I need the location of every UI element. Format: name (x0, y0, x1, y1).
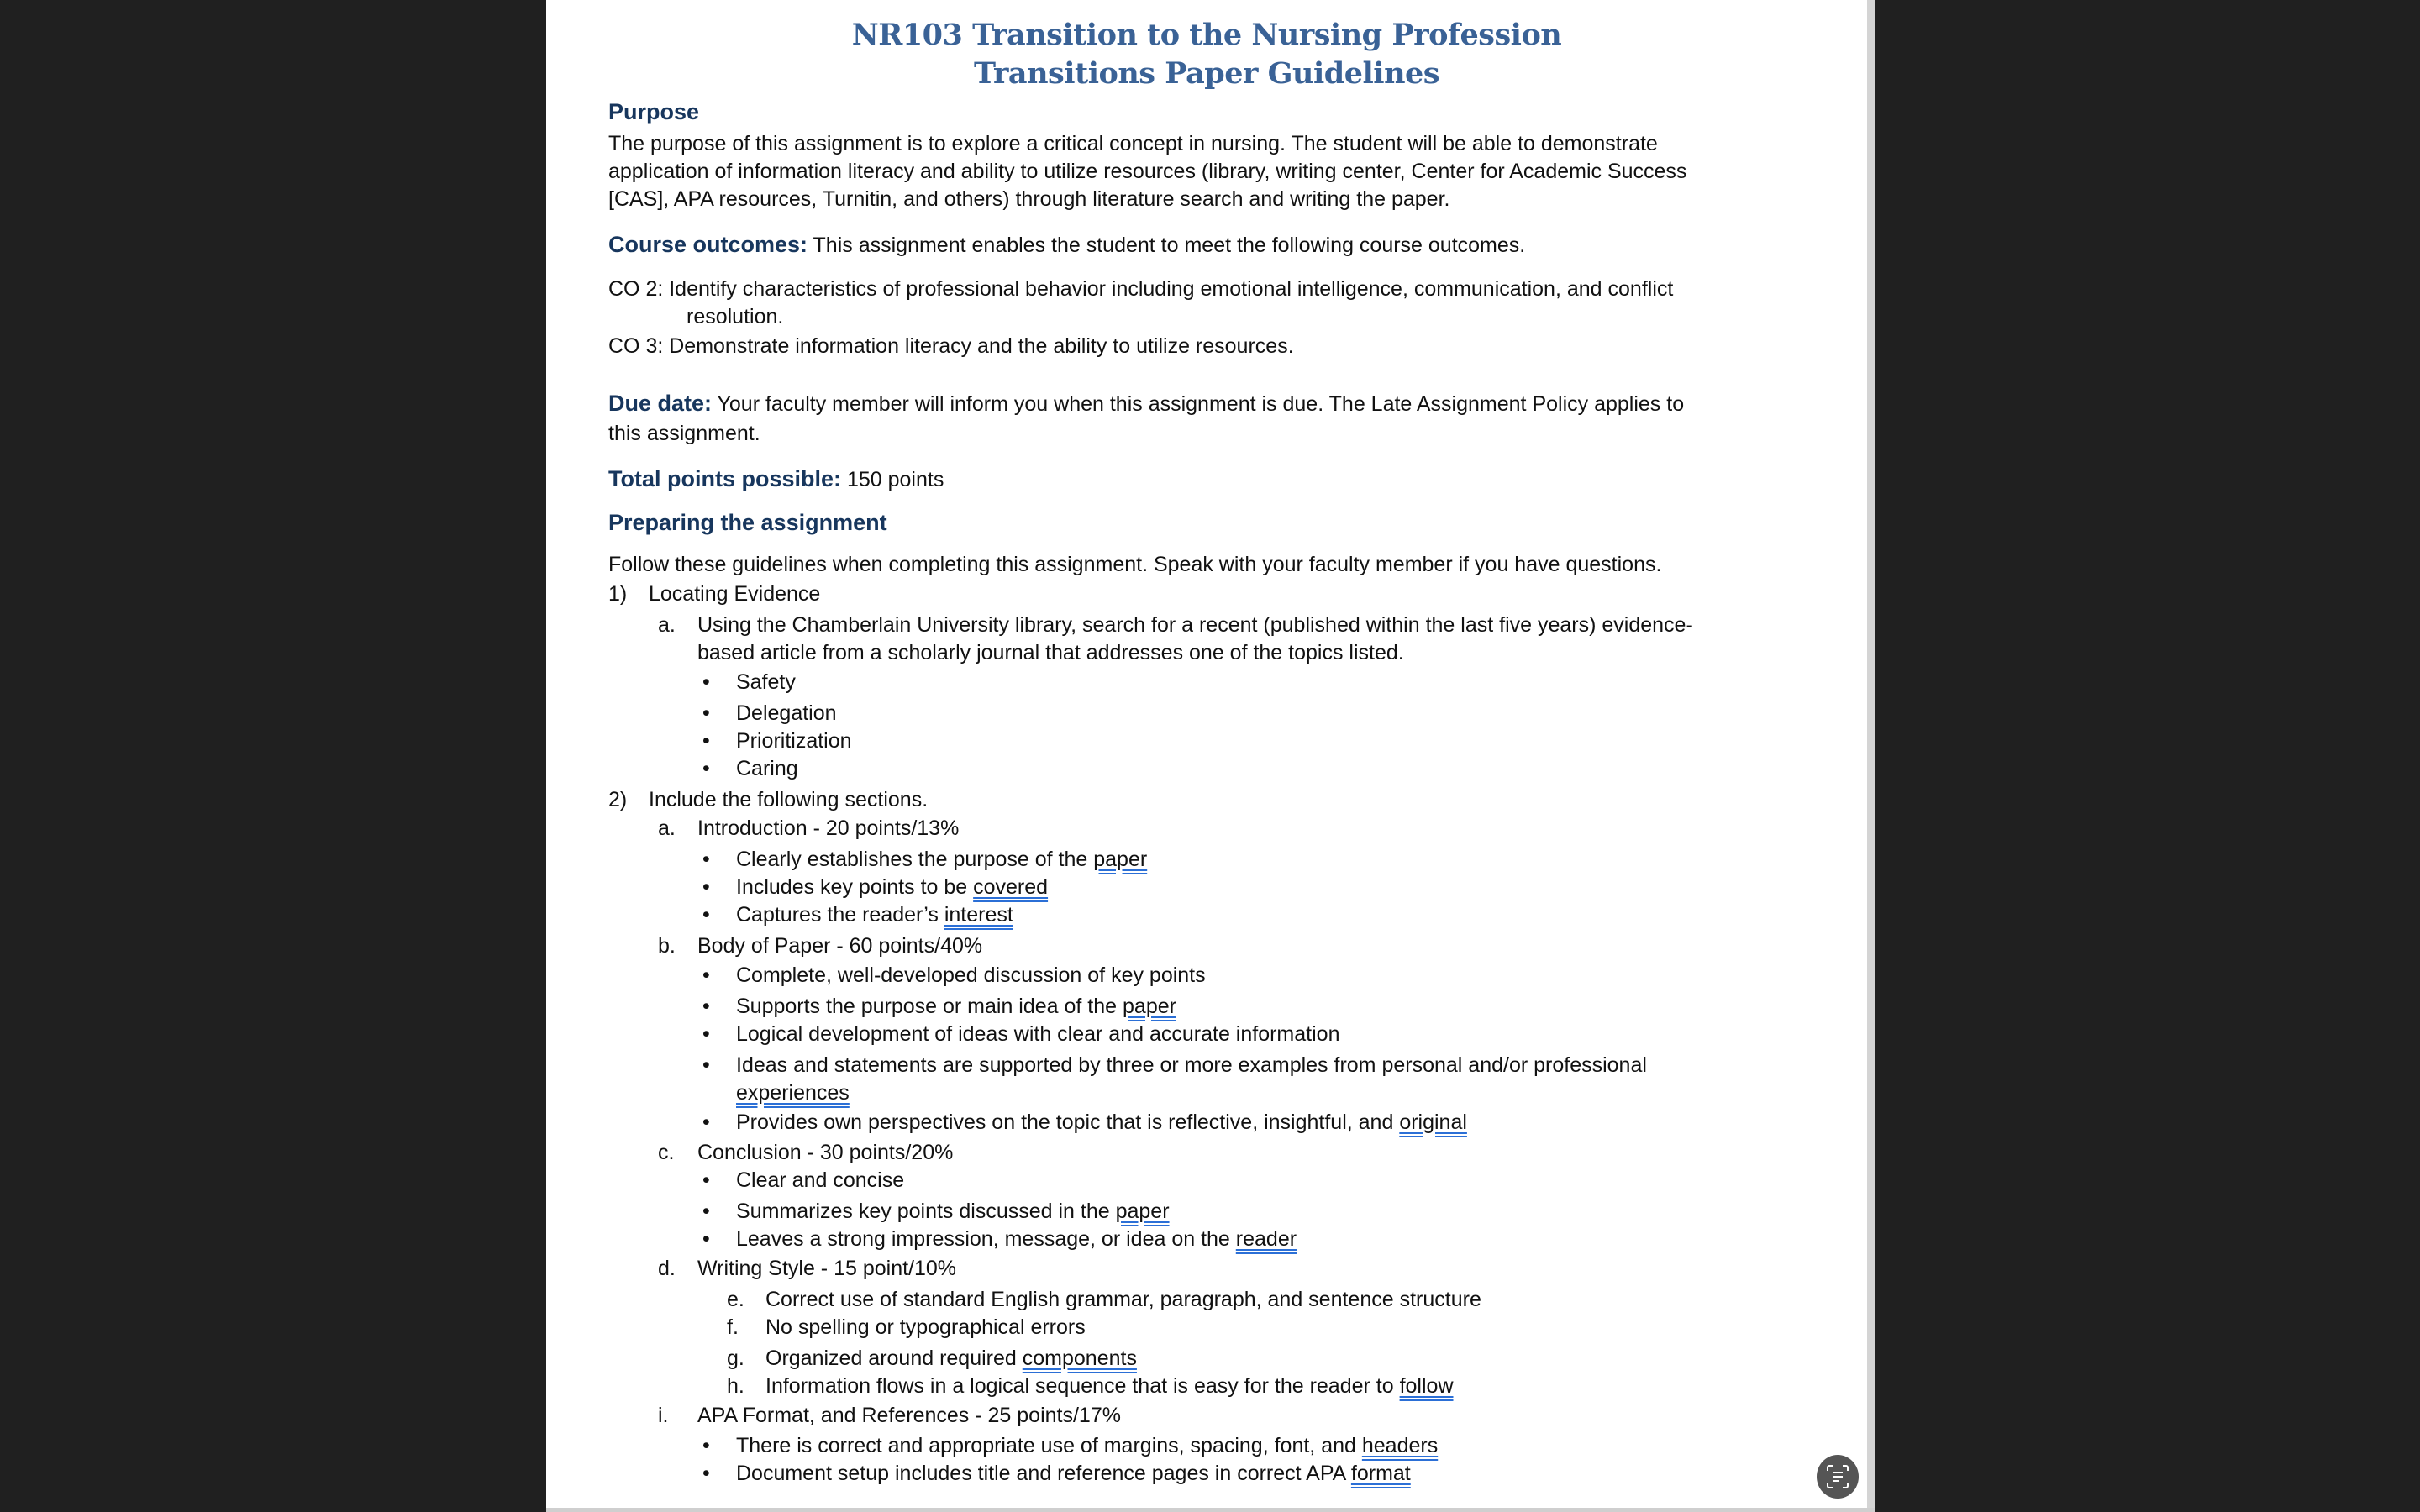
criteria-item: Ideas and statements are supported by three or more examples from personal and/or professional (736, 1053, 1647, 1077)
criteria-item (736, 1225, 1297, 1253)
topic-item: Safety (736, 670, 796, 694)
bullet-icon: • (702, 1200, 710, 1223)
criteria-text: Leaves a strong impression, message, or idea on the (736, 1227, 1236, 1251)
purpose-line: application of information literacy and ability to utilize resources (library, writing center, Center for Academic Success (608, 160, 1687, 183)
bullet-icon: • (702, 1110, 710, 1134)
criteria-text: Supports the purpose or main idea of the (736, 995, 1123, 1018)
bullet-icon: • (702, 963, 710, 987)
bullet-icon: • (702, 757, 710, 780)
vertical-scrollbar[interactable] (1867, 0, 1876, 1512)
spellcheck-word[interactable]: interest (944, 903, 1013, 927)
criteria-item (736, 1459, 1411, 1488)
spellcheck-word[interactable]: experiences (736, 1081, 850, 1105)
criteria-item (765, 1344, 1137, 1373)
co2-text-cont: resolution. (687, 305, 784, 328)
preparing-heading: Preparing the assignment (608, 510, 887, 535)
spellcheck-word[interactable]: paper (1093, 848, 1148, 871)
bullet-icon: • (702, 1168, 710, 1192)
criteria-item: Complete, well-developed discussion of key points (736, 963, 1206, 987)
document-subtitle: Transitions Paper Guidelines (973, 56, 1439, 91)
step-1a-text-cont: based article from a scholarly journal that addresses one of the topics listed. (697, 641, 1404, 664)
section-marker: c. (658, 1141, 675, 1164)
criteria-text: Provides own perspectives on the topic that is reflective, insightful, and (736, 1110, 1400, 1134)
scan-text-button[interactable] (1817, 1455, 1859, 1499)
due-date-text-cont: this assignment. (608, 422, 760, 445)
bullet-icon: • (702, 1227, 710, 1251)
topic-item: Caring (736, 757, 798, 780)
spellcheck-word[interactable]: components (1022, 1347, 1137, 1370)
section-apa: APA Format, and References - 25 points/17% (697, 1404, 1121, 1427)
criteria-item (736, 1197, 1170, 1226)
criteria-item (765, 1372, 1454, 1400)
course-outcomes-heading: Course outcomes: (608, 232, 808, 257)
due-date-heading: Due date: (608, 391, 713, 416)
total-points (608, 465, 944, 494)
horizontal-scrollbar[interactable] (546, 1508, 1876, 1512)
spellcheck-word[interactable]: follow (1399, 1374, 1454, 1398)
total-points-value: 150 points (841, 468, 944, 491)
bullet-icon: • (702, 875, 710, 899)
section-introduction: Introduction - 20 points/13% (697, 816, 960, 840)
criteria-text: There is correct and appropriate use of margins, spacing, font, and (736, 1434, 1362, 1457)
criteria-text: Information flows in a logical sequence that is easy for the reader to (765, 1374, 1400, 1398)
section-conclusion: Conclusion - 30 points/20% (697, 1141, 954, 1164)
document-title: NR103 Transition to the Nursing Profession (851, 18, 1562, 52)
section-writing-style: Writing Style - 15 point/10% (697, 1257, 957, 1280)
course-outcomes-text: This assignment enables the student to meet the following course outcomes. (808, 234, 1526, 257)
item-marker: g. (727, 1347, 744, 1370)
bullet-icon: • (702, 701, 710, 725)
bullet-icon: • (702, 848, 710, 871)
topic-item: Prioritization (736, 729, 852, 753)
due-date-text: Your faculty member will inform you when this assignment is due. The Late Assignment Policy applies to (712, 392, 1685, 416)
criteria-item: Logical development of ideas with clear and accurate information (736, 1022, 1340, 1046)
bullet-icon: • (702, 729, 710, 753)
step-2-number: 2) (608, 788, 628, 811)
bullet-icon: • (702, 1053, 710, 1077)
bullet-icon: • (702, 995, 710, 1018)
step-1-label: Locating Evidence (649, 582, 821, 606)
bullet-icon: • (702, 1434, 710, 1457)
topic-item: Delegation (736, 701, 837, 725)
total-points-heading: Total points possible: (608, 466, 842, 491)
bullet-icon: • (702, 1462, 710, 1485)
step-1a-text: Using the Chamberlain University library, search for a recent (published within the last five years) evidence- (697, 613, 1693, 637)
criteria-item: Clear and concise (736, 1168, 905, 1192)
bullet-icon: • (702, 670, 710, 694)
section-marker: b. (658, 934, 676, 958)
purpose-line: The purpose of this assignment is to explore a critical concept in nursing. The student will be able to demonstrate (608, 132, 1658, 155)
criteria-item (736, 1108, 1467, 1137)
bullet-icon: • (702, 1022, 710, 1046)
criteria-text: Captures the reader’s (736, 903, 944, 927)
step-2-label: Include the following sections. (649, 788, 929, 811)
step-1-number: 1) (608, 582, 628, 606)
section-marker: d. (658, 1257, 676, 1280)
criteria-item (736, 1431, 1438, 1460)
step-1a-marker: a. (658, 613, 676, 637)
item-marker: e. (727, 1288, 744, 1311)
criteria-item: No spelling or typographical errors (765, 1315, 1086, 1339)
criteria-text: Includes key points to be (736, 875, 974, 899)
bullet-icon: • (702, 903, 710, 927)
item-marker: h. (727, 1374, 744, 1398)
spellcheck-word[interactable]: headers (1361, 1434, 1439, 1457)
criteria-item (736, 845, 1147, 874)
criteria-item (736, 992, 1176, 1021)
criteria-item (736, 873, 1048, 901)
due-date (608, 389, 1684, 418)
spellcheck-word[interactable]: covered (973, 875, 1049, 899)
scan-text-icon (1826, 1464, 1849, 1489)
purpose-line: [CAS], APA resources, Turnitin, and others) through literature search and writing the paper. (608, 187, 1450, 211)
section-marker: i. (658, 1404, 669, 1427)
document-page (546, 0, 1867, 1508)
preparing-intro: Follow these guidelines when completing this assignment. Speak with your faculty member if you have questions. (608, 553, 1662, 576)
spellcheck-word[interactable]: reader (1235, 1227, 1297, 1251)
criteria-text: Organized around required (765, 1347, 1023, 1370)
course-outcomes (608, 230, 1525, 260)
section-body: Body of Paper - 60 points/40% (697, 934, 983, 958)
spellcheck-word[interactable]: original (1399, 1110, 1467, 1134)
co3-text: CO 3: Demonstrate information literacy and the ability to utilize resources. (608, 334, 1294, 358)
criteria-text: Summarizes key points discussed in the (736, 1200, 1116, 1223)
criteria-item (736, 900, 1013, 929)
co2-text: CO 2: Identify characteristics of professional behavior including emotional intelligence, communication, and conflict (608, 277, 1674, 301)
spellcheck-word[interactable]: paper (1123, 995, 1176, 1018)
spellcheck-word[interactable]: paper (1115, 1200, 1170, 1223)
criteria-item: Correct use of standard English grammar, paragraph, and sentence structure (765, 1288, 1481, 1311)
spellcheck-word[interactable]: format (1350, 1462, 1411, 1485)
section-marker: a. (658, 816, 676, 840)
item-marker: f. (727, 1315, 739, 1339)
criteria-text: Document setup includes title and reference pages in correct APA (736, 1462, 1351, 1485)
purpose-heading: Purpose (608, 99, 700, 124)
criteria-text: Clearly establishes the purpose of the (736, 848, 1094, 871)
